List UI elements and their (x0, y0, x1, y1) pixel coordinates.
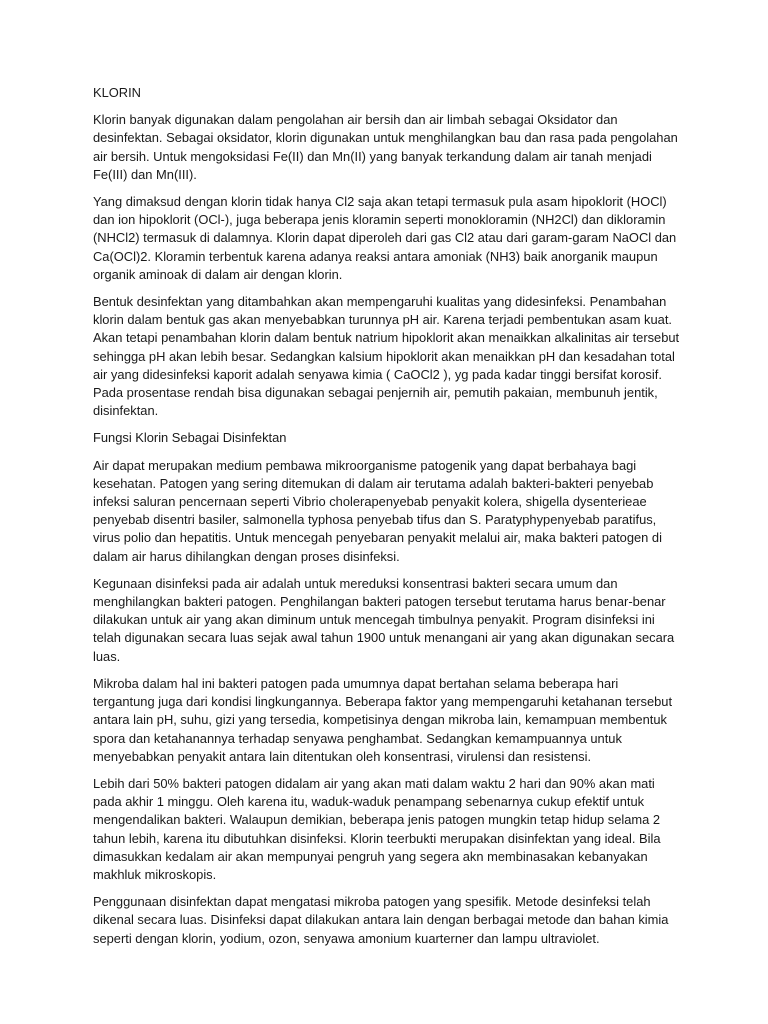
document-title: KLORIN (93, 85, 141, 100)
paragraph-pathogens: Air dapat merupakan medium pembawa mikroorganisme patogenik yang dapat berbahaya bagi kesehatan. Patogen yang sering ditemukan di dalam air terutama adalah bakteri-bakteri penyebab infeksi saluran pencernaan seperti Vibrio cholerapenyebab penyakit kolera, shigella dysenterieae penyebab disentri basiler, salmonella typhosa penyebab tifus dan S. Paratyphypenyebab paratifus, virus polio dan hepatitis. Untuk mencegah penyebaran penyakit melalui air, maka bakteri patogen di dalam air harus dihilangkan dengan proses disinfeksi. (93, 457, 662, 564)
paragraph-intro: Klorin banyak digunakan dalam pengolahan air bersih dan air limbah sebagai Oksidator dan desinfektan. Sebagai oksidator, klorin digunakan untuk menghilangkan bau dan rasa pada pengolahan air bersih. Untuk mengoksidasi Fe(II) dan Mn(II) yang banyak terkandung dalam air tanah menjadi Fe(III) dan Mn(III). (93, 112, 678, 182)
section-heading: Fungsi Klorin Sebagai Disinfektan (93, 430, 287, 446)
document-page (93, 84, 683, 957)
paragraph-microbe-survival: Mikroba dalam hal ini bakteri patogen pada umumnya dapat bertahan selama beberapa hari tergantung juga dari kondisi lingkungannya. Beberapa faktor yang mempengaruhi ketahanan tersebut antara lain pH, suhu, gizi yang tersedia, kompetisinya dengan mikroba lain, kemampuan membentuk spora dan ketahanannya terhadap senyawa penghambat. Sedangkan kemampuannya untuk menyebabkan penyakit antara lain ditentukan oleh konsentrasi, virulensi dan resistensi. (93, 675, 673, 764)
paragraph-klorin-forms: Yang dimaksud dengan klorin tidak hanya Cl2 saja akan tetapi termasuk pula asam hipoklorit (HOCl) dan ion hipoklorit (OCl-), juga beberapa jenis kloramin seperti monokloramin (NH2Cl) dan dikloramin (NHCl2) termasuk di dalamnya. Klorin dapat diperoleh dari gas Cl2 atau dari garam-garam NaOCl dan Ca(OCl)2. Kloramin terbentuk karena adanya reaksi antara amoniak (NH3) baik anorganik maupun organik aminoak di dalam air dengan klorin. (93, 194, 677, 282)
paragraph-bacteria-death: Lebih dari 50% bakteri patogen didalam air yang akan mati dalam waktu 2 hari dan 90% akan mati pada akhir 1 minggu. Oleh karena itu, waduk-waduk penampang sebenarnya cukup efektif untuk mengendalikan bakteri. Walaupun demikian, beberapa jenis patogen mungkin tetap hidup selama 2 tahun lebih, karena itu dibutuhkan disinfeksi. Klorin teerbukti merupakan disinfektan yang ideal. Bila dimasukkan kedalam air akan mempunyai pengruh yang segera akn membinasakan kebanyakan makhluk mikroskopis. (93, 775, 661, 882)
paragraph-desinfektan-forms: Bentuk desinfektan yang ditambahkan akan mempengaruhi kualitas yang didesinfeksi. Penambahan klorin dalam bentuk gas akan menyebabkan turunnya pH air. Karena terjadi pembentukan asam kuat. Akan tetapi penambahan klorin dalam bentuk natrium hipoklorit akan menaikkan alkalinitas air tersebut sehingga pH akan lebih besar. Sedangkan kalsium hipoklorit akan menaikkan pH dan kesadahan total air yang didesinfeksi kaporit adalah senyawa kimia ( CaOCl2 ), yg pada kadar tinggi bersifat korosif. Pada prosentase rendah bisa digunakan sebagai penjernih air, pemutih pakaian, membunuh jentik, disinfektan. (93, 294, 680, 419)
paragraph-disinfectant-methods: Penggunaan disinfektan dapat mengatasi mikroba patogen yang spesifik. Metode desinfeksi telah dikenal secara luas. Disinfeksi dapat dilakukan antara lain dengan berbagai metode dan bahan kimia seperti dengan klorin, yodium, ozon, senyawa amonium kuarterner dan lampu ultraviolet. (93, 894, 669, 946)
paragraph-disinfection-purpose: Kegunaan disinfeksi pada air adalah untuk mereduksi konsentrasi bakteri secara umum dan menghilangkan bakteri patogen. Penghilangan bakteri patogen tersebut terutama harus benar-benar dilakukan untuk air yang akan diminum untuk mencegah timbulnya penyakit. Program disinfeksi ini telah digunakan secara luas sejak awal tahun 1900 untuk menangani air yang akan digunakan secara luas. (93, 575, 675, 664)
